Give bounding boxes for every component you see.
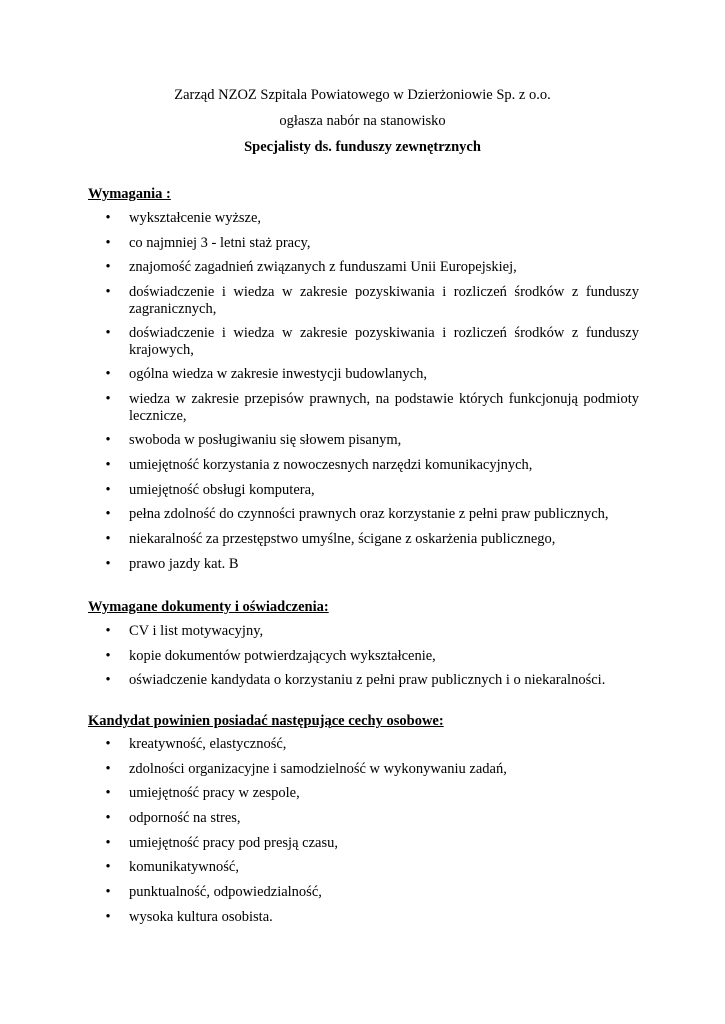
list-item-text: wysoka kultura osobista. bbox=[129, 908, 273, 925]
bullet-icon: • bbox=[105, 785, 111, 802]
list-item bbox=[88, 325, 639, 358]
documents-list bbox=[88, 623, 639, 697]
list-item bbox=[88, 761, 639, 778]
bullet-icon: • bbox=[105, 810, 111, 827]
requirements-list bbox=[88, 210, 639, 580]
bullet-icon: • bbox=[105, 259, 111, 276]
traits-list bbox=[88, 736, 639, 934]
list-item-text: umiejętność pracy pod presją czasu, bbox=[129, 834, 338, 851]
list-item bbox=[88, 672, 639, 689]
list-item-text: umiejętność obsługi komputera, bbox=[129, 481, 315, 498]
list-item-text: kreatywność, elastyczność, bbox=[129, 736, 287, 752]
list-item bbox=[88, 210, 639, 227]
list-item bbox=[88, 556, 639, 573]
requirements-heading: Wymagania : bbox=[88, 186, 171, 202]
list-item-text: znajomość zagadnień związanych z funduszami Unii Europejskiej, bbox=[129, 259, 517, 276]
list-item bbox=[88, 366, 639, 383]
documents-heading: Wymagane dokumenty i oświadczenia: bbox=[88, 599, 329, 615]
list-item-text: kopie dokumentów potwierdzających wykształcenie, bbox=[129, 647, 436, 664]
list-item-text: co najmniej 3 - letni staż pracy, bbox=[129, 234, 311, 251]
list-item bbox=[88, 235, 639, 252]
list-item-text: umiejętność korzystania z nowoczesnych narzędzi komunikacyjnych, bbox=[129, 457, 533, 473]
list-item-text: wiedza w zakresie przepisów prawnych, na podstawie których funkcjonują podmioty lecznicze, bbox=[129, 391, 639, 424]
bullet-icon: • bbox=[105, 391, 111, 408]
list-item bbox=[88, 785, 639, 802]
bullet-icon: • bbox=[105, 647, 111, 664]
list-item-text: ogólna wiedza w zakresie inwestycji budowlanych, bbox=[129, 366, 427, 383]
list-item bbox=[88, 909, 639, 926]
list-item bbox=[88, 482, 639, 499]
bullet-icon: • bbox=[105, 760, 111, 777]
list-item bbox=[88, 884, 639, 901]
bullet-icon: • bbox=[105, 555, 111, 572]
bullet-icon: • bbox=[105, 884, 111, 901]
bullet-icon: • bbox=[105, 432, 111, 449]
list-item-text: doświadczenie i wiedza w zakresie pozyskiwania i rozliczeń środków z funduszy krajowych, bbox=[129, 325, 639, 358]
list-item bbox=[88, 457, 639, 474]
list-item bbox=[88, 391, 639, 424]
list-item bbox=[88, 284, 639, 317]
list-item bbox=[88, 648, 639, 665]
list-item bbox=[88, 835, 639, 852]
bullet-icon: • bbox=[105, 736, 111, 752]
bullet-icon: • bbox=[105, 859, 111, 876]
list-item-text: pełna zdolność do czynności prawnych oraz korzystanie z pełni praw publicznych, bbox=[129, 506, 609, 523]
bullet-icon: • bbox=[105, 457, 111, 473]
list-item-text: wykształcenie wyższe, bbox=[129, 210, 262, 226]
list-item bbox=[88, 810, 639, 827]
list-item-text: punktualność, odpowiedzialność, bbox=[129, 884, 322, 901]
bullet-icon: • bbox=[105, 210, 111, 226]
list-item-text: swoboda w posługiwaniu się słowem pisanym, bbox=[129, 432, 402, 449]
list-item-text: umiejętność pracy w zespole, bbox=[129, 785, 300, 802]
list-item bbox=[88, 531, 639, 548]
list-item bbox=[88, 259, 639, 276]
list-item-text: niekaralność za przestępstwo umyślne, ścigane z oskarżenia publicznego, bbox=[129, 531, 556, 548]
list-item-text: odporność na stres, bbox=[129, 810, 241, 827]
announcement-line: ogłasza nabór na stanowisko bbox=[279, 113, 446, 129]
list-item bbox=[88, 859, 639, 876]
employer-line: Zarząd NZOZ Szpitala Powiatowego w Dzierżoniowie Sp. z o.o. bbox=[174, 87, 551, 103]
list-item bbox=[88, 432, 639, 449]
bullet-icon: • bbox=[105, 623, 111, 639]
bullet-icon: • bbox=[105, 908, 111, 925]
list-item-text: CV i list motywacyjny, bbox=[129, 623, 264, 639]
bullet-icon: • bbox=[105, 672, 111, 689]
list-item-text: oświadczenie kandydata o korzystaniu z pełni praw publicznych i o niekaralności. bbox=[129, 672, 606, 689]
position-title: Specjalisty ds. funduszy zewnętrznych bbox=[244, 139, 481, 155]
list-item bbox=[88, 623, 639, 640]
bullet-icon: • bbox=[105, 325, 111, 342]
list-item-text: komunikatywność, bbox=[129, 859, 239, 876]
list-item bbox=[88, 506, 639, 523]
bullet-icon: • bbox=[105, 506, 111, 523]
bullet-icon: • bbox=[105, 834, 111, 851]
bullet-icon: • bbox=[105, 366, 111, 383]
list-item bbox=[88, 736, 639, 753]
bullet-icon: • bbox=[105, 481, 111, 498]
list-item-text: prawo jazdy kat. B bbox=[129, 555, 239, 572]
bullet-icon: • bbox=[105, 284, 111, 301]
bullet-icon: • bbox=[105, 234, 111, 251]
bullet-icon: • bbox=[105, 531, 111, 548]
list-item-text: zdolności organizacyjne i samodzielność w wykonywaniu zadań, bbox=[129, 760, 507, 777]
traits-heading: Kandydat powinien posiadać następujące cechy osobowe: bbox=[88, 713, 444, 729]
list-item-text: doświadczenie i wiedza w zakresie pozyskiwania i rozliczeń środków z funduszy zagranicznych, bbox=[129, 284, 639, 317]
